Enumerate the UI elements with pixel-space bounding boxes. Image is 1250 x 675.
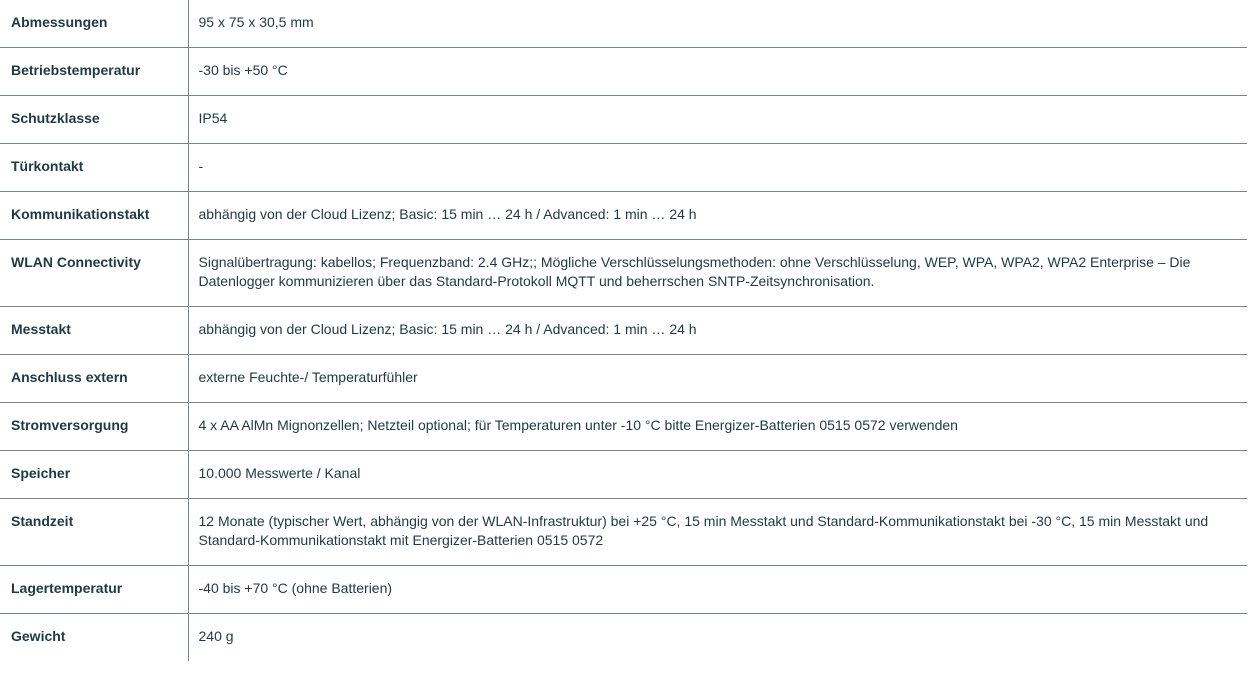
table-row <box>0 144 1247 192</box>
spec-label: Stromversorgung <box>0 403 188 451</box>
table-row <box>0 192 1247 240</box>
spec-value: - <box>188 144 1247 192</box>
spec-label: Türkontakt <box>0 144 188 192</box>
spec-value: 12 Monate (typischer Wert, abhängig von der WLAN-Infrastruktur) bei +25 °C, 15 min Messtakt und Standard-Kommunikationstakt bei -30 °C, 15 min Messtakt und Standard-Kommunikationstakt mit Energizer-Batterien 0515 0572 <box>188 499 1247 566</box>
table-row <box>0 240 1247 307</box>
spec-label: Messtakt <box>0 307 188 355</box>
spec-label: Betriebstemperatur <box>0 48 188 96</box>
spec-label: Standzeit <box>0 499 188 566</box>
spec-label: Kommunikationstakt <box>0 192 188 240</box>
spec-value: abhängig von der Cloud Lizenz; Basic: 15 min … 24 h / Advanced: 1 min … 24 h <box>188 192 1247 240</box>
spec-value: -30 bis +50 °C <box>188 48 1247 96</box>
spec-label: Speicher <box>0 451 188 499</box>
table-row <box>0 614 1247 662</box>
spec-value: externe Feuchte-/ Temperaturfühler <box>188 355 1247 403</box>
spec-value: -40 bis +70 °C (ohne Batterien) <box>188 566 1247 614</box>
spec-value: 10.000 Messwerte / Kanal <box>188 451 1247 499</box>
spec-label: Anschluss extern <box>0 355 188 403</box>
spec-value: 240 g <box>198 628 234 644</box>
table-row <box>0 451 1247 499</box>
spec-value: 95 x 75 x 30,5 mm <box>188 0 1247 48</box>
spec-value: IP54 <box>188 96 1247 144</box>
spec-label: Lagertemperatur <box>0 566 188 614</box>
table-row <box>0 403 1247 451</box>
table-row <box>0 96 1247 144</box>
spec-value: abhängig von der Cloud Lizenz; Basic: 15 min … 24 h / Advanced: 1 min … 24 h <box>188 307 1247 355</box>
spec-value: Signalübertragung: kabellos; Frequenzband: 2.4 GHz;; Mögliche Verschlüsselungsmethoden: ohne Verschlüsselung, WEP, WPA, WPA2, WPA2 Enterprise – Die Datenlogger kommunizieren über das Standard-Protokoll MQTT und beherrschen SNTP-Zeitsynchronisation. <box>188 240 1247 307</box>
spec-value: 4 x AA AlMn Mignonzellen; Netzteil optional; für Temperaturen unter -10 °C bitte Energizer-Batterien 0515 0572 verwenden <box>188 403 1247 451</box>
table-row <box>0 566 1247 614</box>
spec-label: Gewicht <box>0 614 188 662</box>
spec-label: Abmessungen <box>0 0 188 48</box>
table-row <box>0 0 1247 48</box>
spec-label: WLAN Connectivity <box>0 240 188 307</box>
table-row <box>0 499 1247 566</box>
table-row <box>0 307 1247 355</box>
spec-label: Schutzklasse <box>0 96 188 144</box>
table-row <box>0 355 1247 403</box>
table-row <box>0 48 1247 96</box>
